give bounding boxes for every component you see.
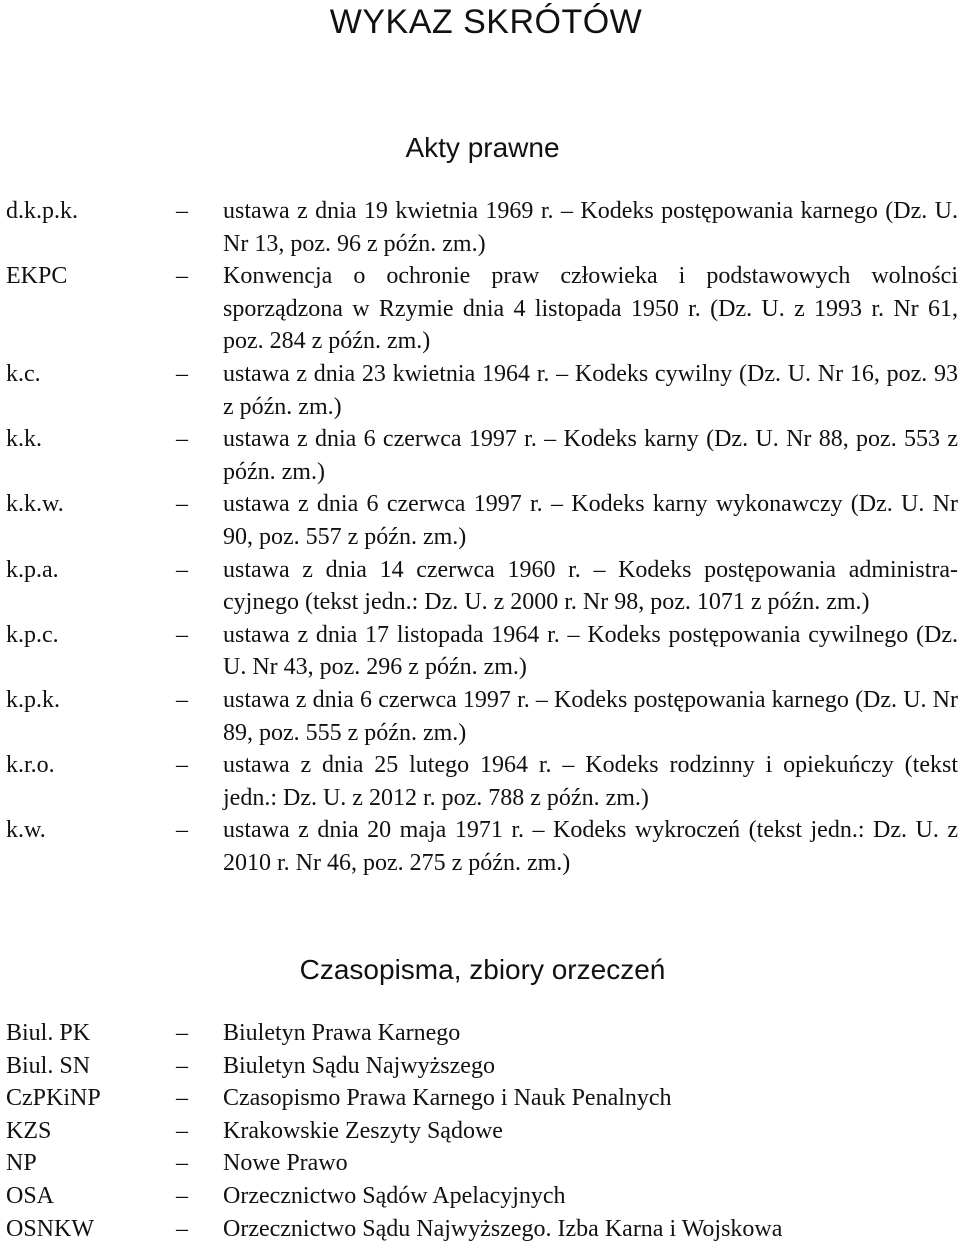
dash: – (176, 1020, 188, 1046)
page-title: WYKAZ SKRÓTÓW (329, 3, 643, 41)
list-item (0, 423, 960, 488)
dash: – (176, 817, 188, 844)
dash: – (176, 556, 188, 583)
abbreviation: k.w. (6, 817, 46, 844)
list-item (0, 195, 960, 260)
dash: – (176, 621, 188, 648)
description: ustawa z dnia 6 czerwca 1997 r. – Kodeks postępowania karnego (Dz. U. Nr 89, poz. 555 z późn. zm.) (223, 686, 958, 746)
description: Orzecznictwo Sądu Najwyższego. Izba Karna i Wojskowa (223, 1215, 783, 1242)
abbreviation: OSNKW (6, 1215, 94, 1242)
description: ustawa z dnia 25 lutego 1964 r. – Kodeks rodzinny i opiekuńczy (tekst jedn.: Dz. U. z 2012 r. poz. 788 z późn. zm.) (223, 752, 958, 811)
description: ustawa z dnia 23 kwietnia 1964 r. – Kodeks cywilny (Dz. U. Nr 16, poz. 93 z późn. zm.) (223, 360, 958, 420)
abbreviation: EKPC (6, 263, 68, 290)
section-heading-czasopisma: Czasopisma, zbiory orzeczeń (299, 954, 666, 985)
list-item (0, 814, 960, 879)
abbreviation: k.p.a. (6, 556, 59, 583)
list-item (0, 358, 960, 423)
dash: – (176, 198, 188, 224)
list-item (0, 1180, 960, 1213)
abbreviation: Biul. PK (6, 1020, 91, 1046)
abbreviation: k.c. (6, 360, 41, 387)
dash: – (176, 1215, 188, 1242)
list-item (0, 749, 960, 814)
abbreviation: k.k.w. (6, 491, 64, 518)
description: ustawa z dnia 6 czerwca 1997 r. – Kodeks karny wykonawczy (Dz. U. Nr 90, poz. 557 z późn. zm.) (223, 491, 958, 550)
description: Orzecznictwo Sądów Apelacyjnych (223, 1182, 566, 1209)
abbreviation: NP (6, 1150, 37, 1177)
dash: – (176, 263, 188, 290)
dash: – (176, 1052, 188, 1079)
abbreviation: CzPKiNP (6, 1085, 101, 1112)
list-item (0, 684, 960, 749)
description: Czasopismo Prawa Karnego i Nauk Penalnych (223, 1085, 672, 1112)
description: ustawa z dnia 14 czerwca 1960 r. – Kodeks postępowania administracyjnego (tekst jedn.: Dz. U. z 2000 r. Nr 98, poz. 1071 z późn. zm.) (223, 556, 958, 616)
abbreviation: Biul. SN (6, 1052, 91, 1079)
abbreviation: KZS (6, 1117, 52, 1144)
dash: – (176, 491, 188, 518)
description: Biuletyn Sądu Najwyższego (223, 1052, 495, 1079)
description: Nowe Prawo (223, 1150, 348, 1177)
description: Konwencja o ochronie praw człowieka i podstawowych wolności sporządzona w Rzymie dnia 4 listopada 1950 r. (Dz. U. z 1993 r. Nr 61, poz. 284 z późn. zm.) (223, 263, 958, 355)
abbreviation: k.r.o. (6, 752, 55, 779)
list-item (0, 488, 960, 553)
abbreviation: d.k.p.k. (6, 198, 78, 224)
description: Krakowskie Zeszyty Sądowe (223, 1117, 503, 1144)
description: ustawa z dnia 19 kwietnia 1969 r. – Kodeks postępowania karnego (Dz. U. Nr 13, poz. 96 z późn. zm.) (223, 198, 958, 257)
dash: – (176, 1085, 188, 1112)
list-item (0, 1050, 960, 1083)
list-item (0, 554, 960, 619)
abbreviation: OSA (6, 1182, 55, 1209)
list-item (0, 1082, 960, 1115)
list-item (0, 1213, 960, 1246)
description: Biuletyn Prawa Karnego (223, 1020, 461, 1046)
dash: – (176, 752, 188, 779)
description: ustawa z dnia 6 czerwca 1997 r. – Kodeks karny (Dz. U. Nr 88, poz. 553 z późn. zm.) (223, 426, 958, 485)
abbreviation-list-akty-prawne (0, 195, 960, 879)
list-item (0, 619, 960, 684)
dash: – (176, 1117, 188, 1144)
dash: – (176, 686, 188, 713)
dash: – (176, 1150, 188, 1177)
dash: – (176, 426, 188, 453)
abbreviation: k.k. (6, 426, 42, 453)
description: ustawa z dnia 17 listopada 1964 r. – Kodeks postępowania cywilnego (Dz. U. Nr 43, poz. 296 z późn. zm.) (223, 621, 958, 681)
dash: – (176, 360, 188, 387)
abbreviation-list-czasopisma (0, 1017, 960, 1245)
description: ustawa z dnia 20 maja 1971 r. – Kodeks wykroczeń (tekst jedn.: Dz. U. z 2010 r. Nr 46, poz. 275 z późn. zm.) (223, 817, 958, 876)
dash: – (176, 1182, 188, 1209)
list-item (0, 1115, 960, 1148)
list-item (0, 1017, 960, 1050)
list-item (0, 260, 960, 358)
abbreviation: k.p.c. (6, 621, 59, 648)
section-heading-akty-prawne: Akty prawne (405, 132, 560, 163)
abbreviation: k.p.k. (6, 686, 60, 713)
list-item (0, 1147, 960, 1180)
